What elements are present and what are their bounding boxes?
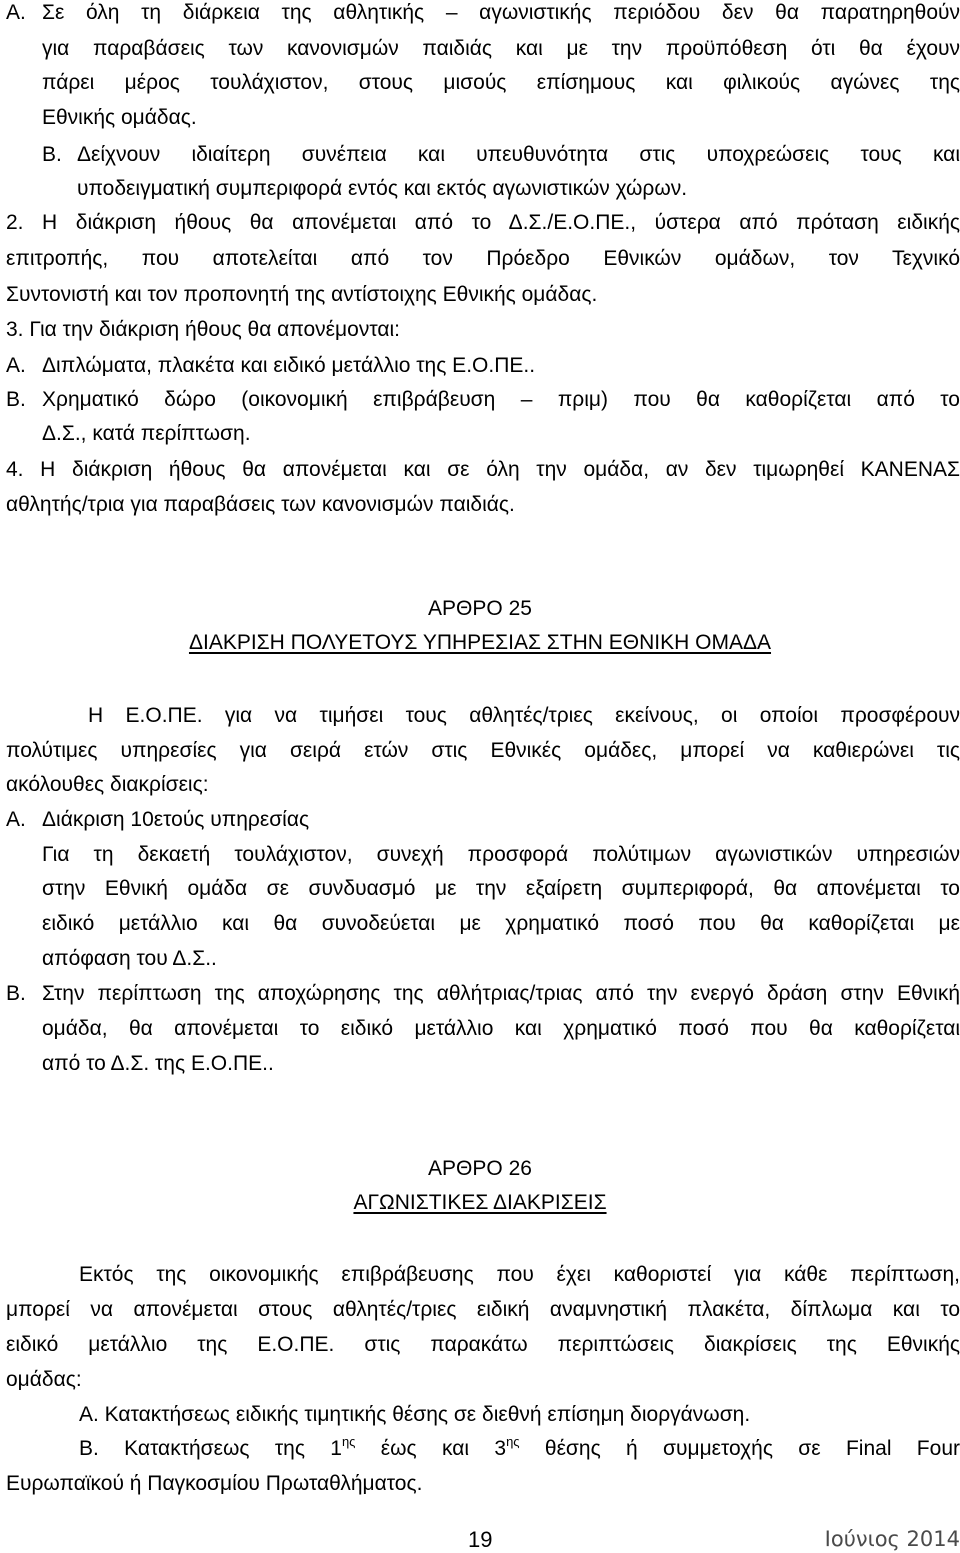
text-line: από το Δ.Σ. της Ε.Ο.ΠΕ.. xyxy=(42,1052,274,1075)
article-26-title: ΑΓΩΝΙΣΤΙΚΕΣ ΔΙΑΚΡΙΣΕΙΣ xyxy=(353,1191,607,1214)
text-line: Σε όλη τη διάρκεια της αθλητικής – αγωνιστικής περιόδου δεν θα παρατηρηθούν xyxy=(42,1,960,24)
text-line: 4. Η διάκριση ήθους θα απονέμεται και σε όλη την ομάδα, αν δεν τιμωρηθεί ΚΑΝΕΝΑΣ xyxy=(6,458,960,481)
page-number: 19 xyxy=(468,1527,493,1552)
text-line: Στην περίπτωση της αποχώρησης της αθλήτριας/τριας από την ενεργό δράση στην Εθνική xyxy=(42,982,960,1005)
intro-item-3: 3. Για την διάκριση ήθους θα απονέμονται: xyxy=(6,318,400,341)
text-line: επιτροπής, που αποτελείται από τον Πρόεδρο Εθνικών ομάδων, τον Τεχνικό xyxy=(6,247,960,270)
text-line: Συντονιστή και τον προπονητή της αντίστοιχης Εθνικής ομάδας. xyxy=(6,283,598,306)
text-line: Για τη δεκαετή τουλάχιστον, συνεχή προσφορά πολύτιμων αγωνιστικών υπηρεσιών xyxy=(42,843,960,866)
text-line: στην Εθνική ομάδα σε συνδυασμό με την εξαίρετη συμπεριφορά, θα απονέμεται το xyxy=(42,877,960,900)
text-line: μπορεί να απονέμεται στους αθλητές/τριες ειδική αναμνηστική πλακέτα, δίπλωμα και το xyxy=(6,1298,960,1321)
article-25-title: ΔΙΑΚΡΙΣΗ ΠΟΛΥΕΤΟΥΣ ΥΠΗΡΕΣΙΑΣ ΣΤΗΝ ΕΘΝΙΚΗ ΟΜΑΔΑ xyxy=(188,631,772,654)
text-line: Β. Κατακτήσεως της $1^{\eta\varsigma}$ έως και $3^{\eta\varsigma}$ θέσης ή συμμετοχής σε Final Four xyxy=(79,1434,960,1460)
text-line: υποδειγματική συμπεριφορά εντός και εκτός αγωνιστικών χώρων. xyxy=(77,177,688,200)
item-label: Β. xyxy=(42,143,62,166)
text-line: Εθνικής ομάδας. xyxy=(42,106,197,129)
item-label: Α. xyxy=(6,1,26,24)
item-label: Α. xyxy=(6,808,26,831)
superscript: ης xyxy=(506,1434,520,1449)
text-line: ειδικό μετάλλιο και θα συνοδεύεται με χρηματικό ποσό που θα καθορίζεται με xyxy=(42,912,960,935)
text-line: Ευρωπαϊκού ή Παγκοσμίου Πρωταθλήματος. xyxy=(6,1472,423,1495)
text-line: Διπλώματα, πλακέτα και ειδικό μετάλλιο της Ε.Ο.ΠΕ.. xyxy=(42,354,536,377)
text-line: Δ.Σ., κατά περίπτωση. xyxy=(42,422,251,445)
text-line: ακόλουθες διακρίσεις: xyxy=(6,773,209,796)
text-line: ομάδα, θα απονέμεται το ειδικό μετάλλιο και χρηματικό ποσό που θα καθορίζεται xyxy=(42,1017,960,1040)
superscript: ης xyxy=(341,1434,356,1449)
item-title: Διάκριση 10ετούς υπηρεσίας xyxy=(42,808,310,831)
item-label: Β. xyxy=(6,388,26,411)
text-line: ομάδας: xyxy=(6,1368,82,1391)
item-label: Β. xyxy=(6,982,26,1005)
text-line: απόφαση του Δ.Σ.. xyxy=(42,947,217,970)
article-26-item-a: Α. Κατακτήσεως ειδικής τιμητικής θέσης σε διεθνή επίσημη διοργάνωση. xyxy=(79,1403,751,1426)
text-line: Δείχνουν ιδιαίτερη συνέπεια και υπευθυνότητα στις υποχρεώσεις τους και xyxy=(77,143,960,166)
text-line: Εκτός της οικονομικής επιβράβευσης που έχει καθοριστεί για κάθε περίπτωση, xyxy=(79,1263,960,1286)
article-26-heading: ΑΡΘΡΟ 26 xyxy=(428,1157,532,1180)
item-label: Α. xyxy=(6,354,26,377)
text-line: Η Ε.Ο.ΠΕ. για να τιμήσει τους αθλητές/τριες εκείνους, οι οποίοι προσφέρουν xyxy=(88,704,960,727)
article-25-heading: ΑΡΘΡΟ 25 xyxy=(428,597,532,620)
text-line: 2. Η διάκριση ήθους θα απονέμεται από το Δ.Σ./Ε.Ο.ΠΕ., ύστερα από πρόταση ειδικής xyxy=(6,211,960,234)
text-line: για παραβάσεις των κανονισμών παιδιάς και με την προϋπόθεση ότι θα έχουν xyxy=(42,37,960,60)
footer-date: Ιούνιος 2014 xyxy=(824,1527,960,1551)
page-footer xyxy=(0,1527,960,1553)
text-line: πάρει μέρος τουλάχιστον, στους μισούς επίσημους και φιλικούς αγώνες της xyxy=(42,71,960,94)
text-line: αθλητής/τρια για παραβάσεις των κανονισμών παιδιάς. xyxy=(6,493,515,516)
text-line: Χρηματικό δώρο (οικονομική επιβράβευση – πριμ) που θα καθορίζεται από το xyxy=(42,388,960,411)
text-line: ειδικό μετάλλιο της Ε.Ο.ΠΕ. στις παρακάτω περιπτώσεις διακρίσεις της Εθνικής xyxy=(6,1333,960,1356)
text-line: πολύτιμες υπηρεσίες για σειρά ετών στις Εθνικές ομάδες, μπορεί να καθιερώνει τις xyxy=(6,739,960,762)
